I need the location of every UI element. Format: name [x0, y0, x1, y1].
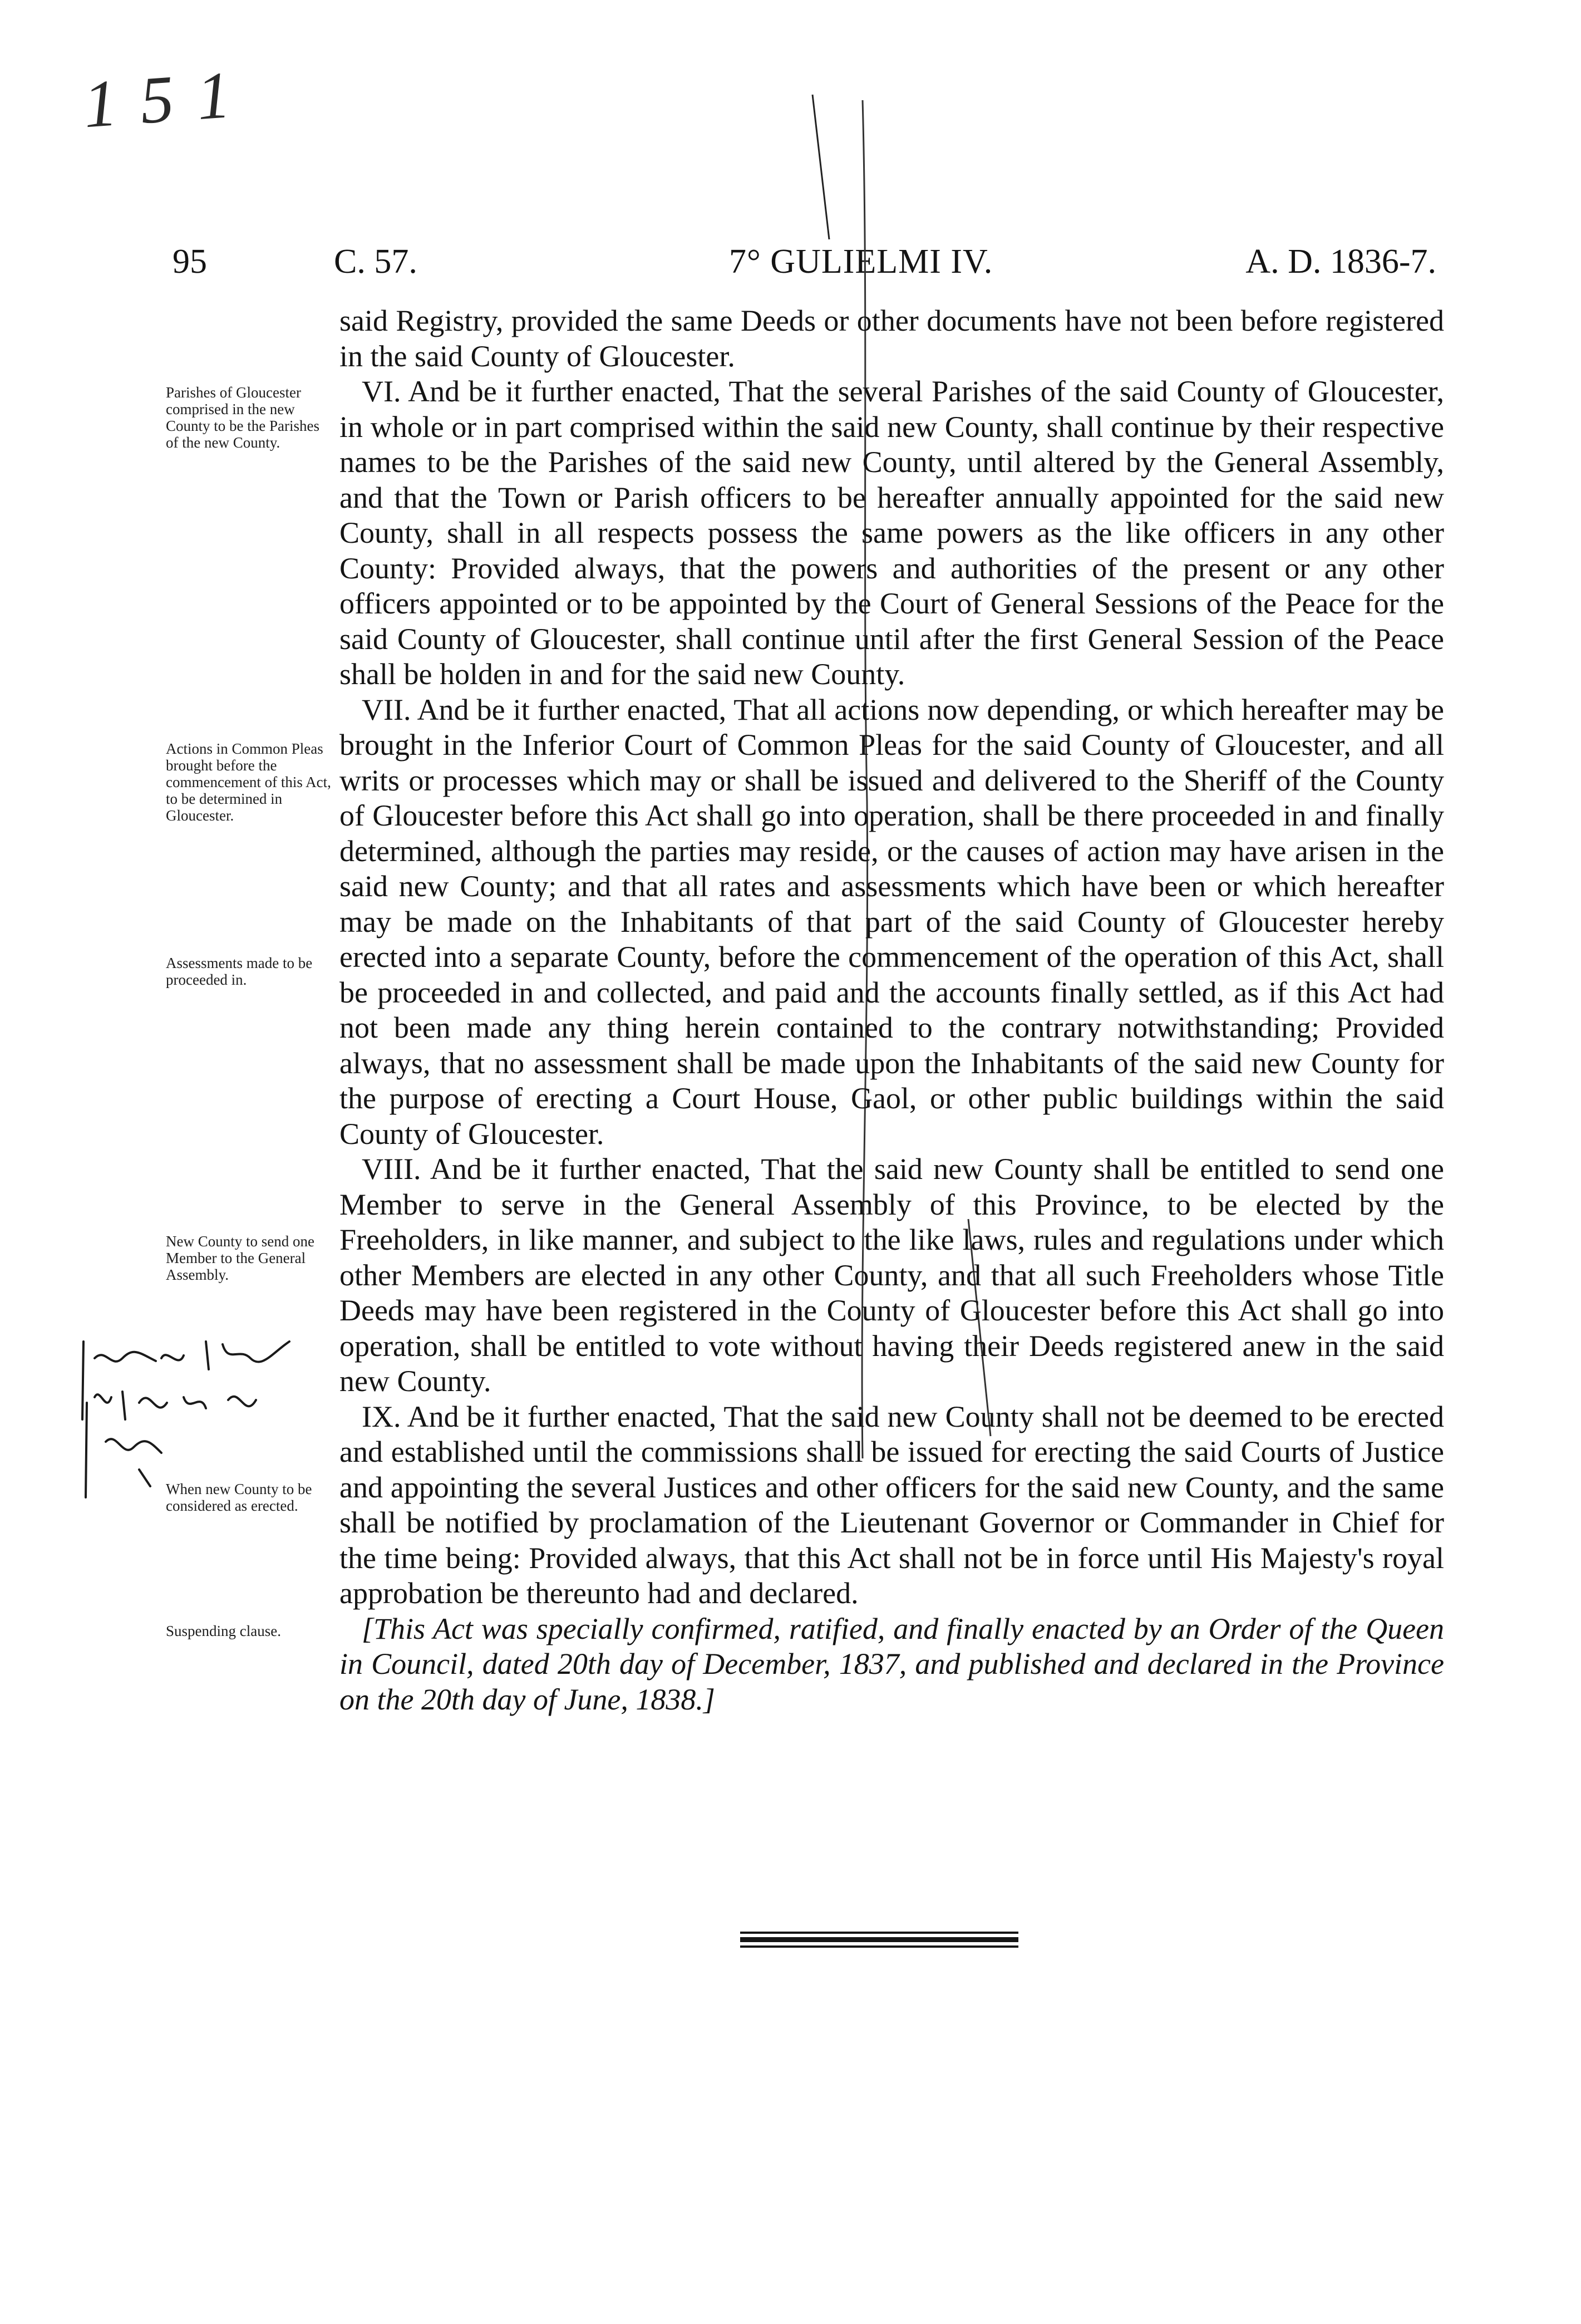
margin-note-actions: Actions in Common Pleas brought before the commencement of this Act, to be determined in Gloucester. — [166, 740, 331, 824]
statute-body — [339, 303, 1444, 1717]
rule-line-middle — [740, 1937, 1018, 1942]
continuation-paragraph: said Registry, provided the same Deeds or other documents have not been before registered in the said County of Gloucester. — [339, 304, 1444, 373]
handwritten-annotation — [72, 1336, 334, 1503]
end-of-act-rule — [740, 1932, 1018, 1954]
section-viii: VIII. And be it further enacted, That the said new County shall be entitled to send one Member to serve in the General Assembly of this Province, to be elected by the Freeholders, in like manner, and subject to the like laws, rules and regulations under which other Members are elected in any other County, and that all such Freeholders whose Title Deeds may have been registered in the County of Gloucester before this Act shall go into operation, shall be entitled to vote without having their Deeds registered anew in the said new County. — [339, 1152, 1444, 1398]
chapter-number: C. 57. — [334, 243, 417, 281]
section-vii: VII. And be it further enacted, That all actions now depending, or which hereafter may be brought in the Inferior Court of Common Pleas for the said County of Gloucester, and all writs or processes which may or shall be issued and delivered to the Sheriff of the County of Gloucester before this Act shall go into operation, shall be there proceeded in and finally determined, although the parties may reside, or the causes of action may have arisen in the said new County; and that all rates and assessments which have been or which hereafter may be made on the Inhabitants of that part of the said County of Gloucester hereby erected into a separate County, before the commencement of the operation of this Act, shall be proceeded in and collected, and paid and the accounts finally settled, as if this Act had not been made any thing herein contained to the contrary notwithstanding; Provided always, that no assessment shall be made upon the Inhabitants of the said new County for the purpose of erecting a Court House, Gaol, or other public buildings within the said County of Gloucester. — [339, 692, 1444, 1151]
margin-note-when-erected: When new County to be considered as erected. — [166, 1481, 312, 1514]
margin-note-suspending-clause: Suspending clause. — [166, 1623, 281, 1639]
margin-note-new-county-member: New County to send one Member to the General Assembly. — [166, 1233, 314, 1283]
margin-note-parishes: Parishes of Gloucester comprised in the new County to be the Parishes of the new County. — [166, 384, 319, 451]
year-range: A. D. 1836-7. — [1245, 243, 1436, 281]
rule-line-top — [740, 1932, 1018, 1934]
regnal-year: 7° GULIELMI IV. — [729, 243, 993, 281]
margin-note-assessments: Assessments made to be proceeded in. — [166, 955, 313, 988]
page-number: 95 — [173, 243, 207, 281]
section-ix: IX. And be it further enacted, That the said new County shall not be deemed to be erected and established until the commissions shall be issued for erecting the said Courts of Justice and appointing the several Justices and other officers for the said new County, and the same shall be notified by proclamation of the Lieutenant Governor or Commander in Chief for the time being: Provided always, that this Act shall not be in force until His Majesty's royal approbation be thereunto had and declared. — [339, 1399, 1444, 1610]
confirmation-note: [This Act was specially confirmed, ratified, and finally enacted by an Order of the Queen in Council, dated 20th day of December, 1837, and published and declared in the Province on the 20th day of June, 1838.] — [339, 1611, 1444, 1716]
section-vi: VI. And be it further enacted, That the several Parishes of the said County of Gloucester, in whole or in part comprised within the said new County, shall continue by their respective names to be the Parishes of the said new County, until altered by the General Assembly, and that the Town or Parish officers to be hereafter annually appointed for the said new County, shall in all respects possess the same powers as the like officers in any other County: Provided always, that the powers and authorities of the present or any other officers appointed or to be appointed by the Court of General Sessions of the Peace for the said County of Gloucester, shall continue until after the first General Session of the Peace shall be holden in and for the said new County. — [339, 375, 1444, 691]
handwritten-page-mark: 1 5 1 — [81, 57, 237, 142]
rule-line-bottom — [740, 1945, 1018, 1948]
